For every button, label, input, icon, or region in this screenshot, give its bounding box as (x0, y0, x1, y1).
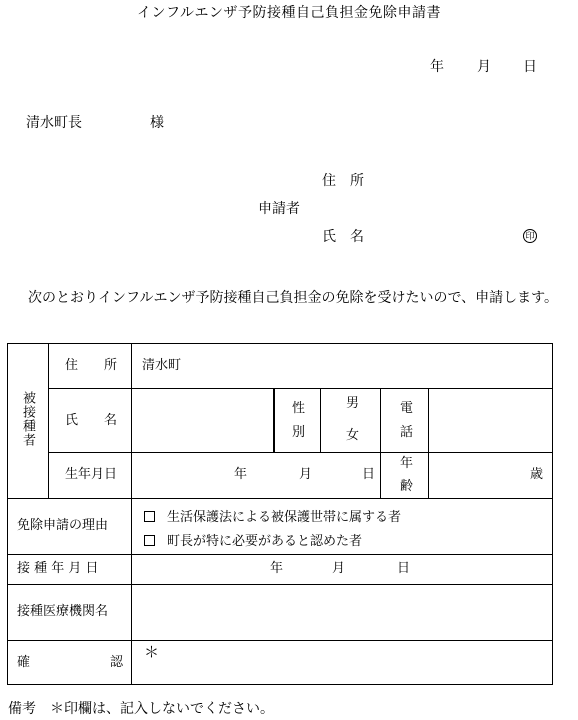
applicant-label: 申請者 (258, 201, 300, 217)
vaccinee-label (20, 391, 36, 447)
col-divider (380, 388, 381, 453)
date-year-label: 年 (430, 59, 444, 75)
sex-female[interactable]: 女 (346, 428, 360, 443)
date-line (430, 60, 537, 74)
col-divider (320, 388, 321, 453)
confirm-label-left: 確 (17, 655, 31, 670)
age-label-bottom: 齢 (400, 479, 414, 494)
reason-option-welfare[interactable] (144, 506, 401, 525)
application-table (7, 343, 553, 685)
dob-year: 年 (234, 467, 248, 482)
vaccination-date-day: 日 (397, 561, 411, 576)
row-divider (7, 640, 553, 641)
col-divider (273, 388, 275, 453)
col-divider (428, 388, 429, 453)
remarks: 備考 ＊印欄は、記入しないでください。 (8, 701, 274, 717)
confirm-label-right: 認 (110, 655, 124, 670)
row-divider (7, 498, 553, 499)
date-day-label: 日 (523, 59, 537, 75)
reason-option-mayor-text: 町長が特に必要があると認めた者 (167, 534, 363, 549)
reason-label: 免除申請の理由 (17, 518, 109, 533)
table-border-left (7, 343, 8, 685)
vaccination-date-month: 月 (332, 561, 346, 576)
institution-label: 接種医療機関名 (17, 604, 109, 619)
sex-label-bottom: 別 (292, 425, 306, 440)
addressee (26, 115, 164, 131)
phone-label-top: 電 (400, 401, 414, 416)
addressee-name: 清水町長 (26, 115, 82, 131)
sex-male[interactable]: 男 (346, 396, 360, 411)
name-label: 氏 名 (65, 413, 118, 428)
table-border-right (552, 343, 553, 685)
document-title: インフルエンザ予防接種自己負担金免除申請書 (137, 5, 441, 21)
vaccination-date-year: 年 (270, 561, 284, 576)
address-value: 清水町 (142, 358, 182, 373)
col-divider (428, 452, 429, 499)
age-unit: 歳 (530, 467, 544, 482)
col-divider (131, 343, 132, 685)
reason-option-welfare-text: 生活保護法による被保護世帯に属する者 (167, 510, 402, 525)
col-divider (380, 452, 381, 499)
statement-text: 次のとおりインフルエンザ予防接種自己負担金の免除を受けたいので、申請します。 (14, 290, 559, 306)
sex-label-top: 性 (292, 401, 306, 416)
vaccination-date-label: 接 種 年 月 日 (17, 561, 99, 576)
table-border-bottom (7, 684, 553, 685)
seal-mark: 印 (523, 229, 537, 243)
row-divider (48, 388, 553, 389)
row-divider (7, 554, 553, 555)
address-label: 住 所 (65, 358, 118, 373)
dob-month: 月 (299, 467, 313, 482)
reason-option-mayor[interactable] (144, 530, 362, 549)
col-divider (48, 343, 49, 499)
dob-label: 生年月日 (65, 467, 118, 482)
row-divider (48, 452, 553, 453)
date-month-label: 月 (477, 59, 491, 75)
table-border-top (7, 343, 553, 344)
checkbox-welfare[interactable] (144, 511, 155, 522)
confirm-mark: ＊ (144, 643, 160, 661)
phone-label-bottom: 話 (400, 425, 414, 440)
row-divider (7, 584, 553, 585)
applicant-address-label: 住 所 (322, 173, 364, 189)
dob-day: 日 (362, 467, 376, 482)
applicant-name-label: 氏 名 (322, 229, 364, 245)
checkbox-mayor[interactable] (144, 535, 155, 546)
addressee-honorific: 様 (150, 115, 164, 131)
age-label-top: 年 (400, 456, 414, 471)
vaccinee-label-text: 被接種者 (20, 391, 35, 447)
